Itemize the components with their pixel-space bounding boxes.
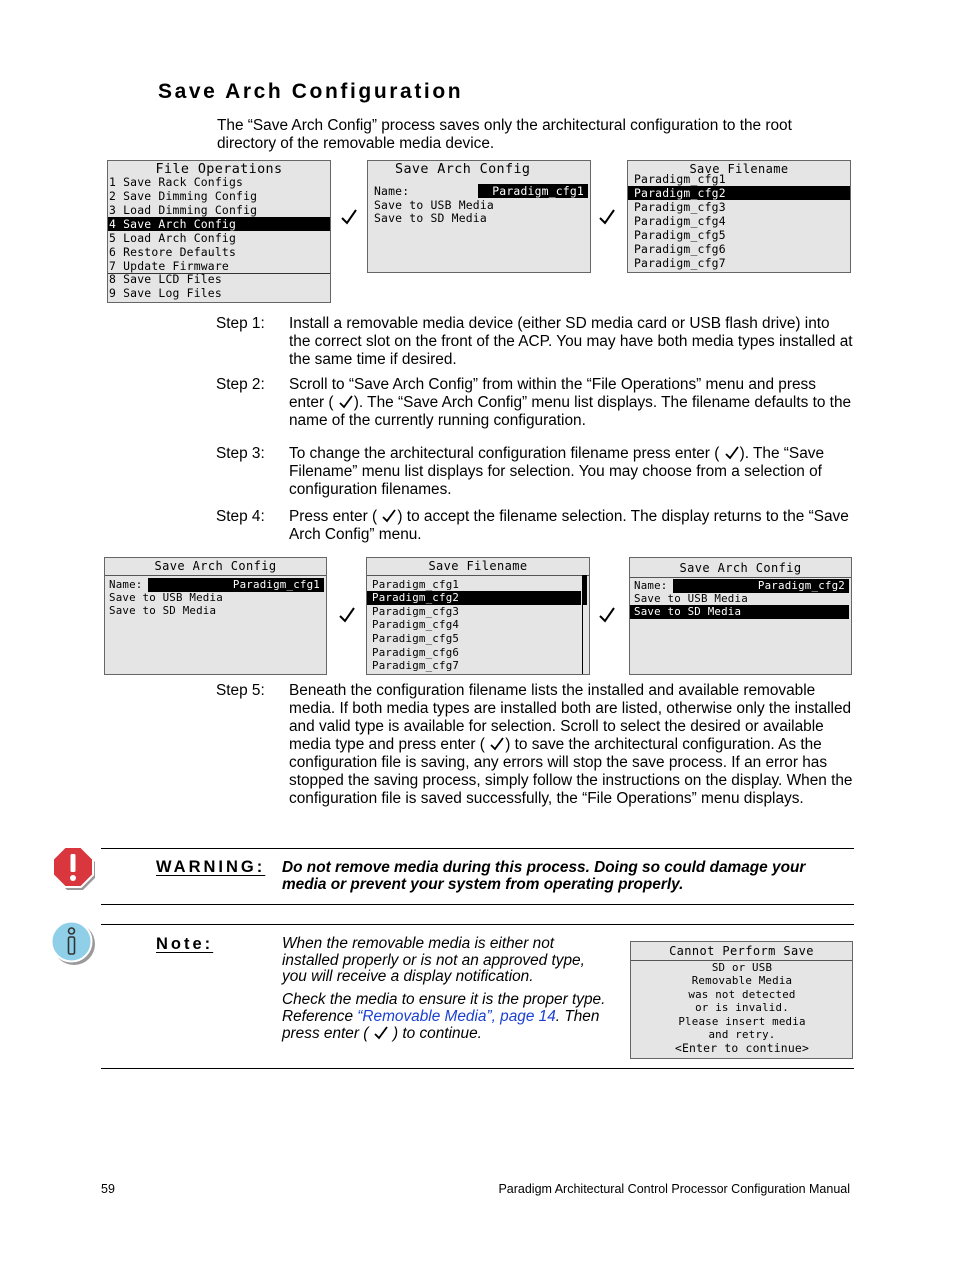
divider <box>101 1068 854 1069</box>
name-value: Paradigm_cfg1 <box>478 184 588 198</box>
enter-check-icon <box>598 606 616 624</box>
message-line: was not detected <box>688 988 796 1001</box>
menu-item: Paradigm_cfg6 <box>634 242 726 256</box>
step-label: Step 5: <box>216 682 265 699</box>
menu-item: Paradigm_cfg1 <box>634 172 726 186</box>
name-label: Name: <box>634 579 668 592</box>
note-info-icon <box>49 918 99 968</box>
lcd-title: File Operations <box>155 162 283 177</box>
menu-item: Save to SD Media <box>374 211 487 225</box>
lcd-title: Cannot Perform Save <box>669 944 814 958</box>
page-number: 59 <box>101 1182 115 1196</box>
menu-item: Paradigm_cfg6 <box>372 646 460 659</box>
menu-item: Paradigm_cfg1 <box>372 578 460 591</box>
note-paragraph: Check the media to ensure it is the proper type. Reference “Removable Media”, page 14. Then press enter ( ) to continue. <box>282 991 606 1042</box>
menu-item-selected: Paradigm_cfg2 <box>628 186 850 200</box>
step-label: Step 3: <box>216 445 265 462</box>
lcd-save-arch-config <box>104 557 327 675</box>
divider <box>105 575 326 576</box>
menu-item: 8 Save LCD Files <box>109 272 222 286</box>
menu-item: Paradigm_cfg5 <box>634 228 726 242</box>
warning-icon <box>49 843 97 893</box>
step-text: Scroll to “Save Arch Config” from within the “File Operations” menu and press enter ( ). The “Save Arch Config” menu list displays. The filename defaults to the name of the currently running configuration. <box>289 376 852 429</box>
name-value: Paradigm_cfg2 <box>673 579 849 593</box>
menu-item: 9 Save Log Files <box>109 286 222 300</box>
menu-item: Save to SD Media <box>109 604 217 617</box>
lcd-title: Save Filename <box>689 162 789 176</box>
lcd-title: Save Arch Config <box>154 559 277 573</box>
name-label: Name: <box>374 184 410 198</box>
section-heading: Save Arch Configuration <box>158 80 464 103</box>
menu-item: 1 Save Rack Configs <box>109 175 244 189</box>
step-label: Step 4: <box>216 508 265 525</box>
lcd-save-filename <box>627 160 851 273</box>
lcd-title: Save Filename <box>428 559 528 573</box>
menu-item: Save to USB Media <box>634 592 748 605</box>
warning-text: Do not remove media during this process. Doing so could damage your media or prevent your system from operating properly. <box>282 859 806 893</box>
menu-item: Save to USB Media <box>374 198 494 212</box>
message-line: Please insert media <box>678 1015 806 1028</box>
message-line: <Enter to continue> <box>674 1041 810 1055</box>
lcd-save-arch-config <box>629 557 852 675</box>
menu-item: Save to USB Media <box>109 591 223 604</box>
intro-paragraph: The “Save Arch Config” process saves only the architectural configuration to the root directory of the removable media device. <box>217 117 792 152</box>
menu-item: 2 Save Dimming Config <box>109 189 258 203</box>
lcd-title: Save Arch Config <box>395 162 531 177</box>
lcd-save-filename <box>366 557 590 675</box>
message-line: or is invalid. <box>695 1001 789 1014</box>
lcd-save-arch-config <box>367 160 591 273</box>
scrollbar-thumb <box>583 575 587 605</box>
menu-item: Paradigm_cfg4 <box>372 618 460 631</box>
lcd-title: Save Arch Config <box>679 561 802 575</box>
divider <box>101 924 854 925</box>
menu-item: Paradigm_cfg3 <box>372 605 460 618</box>
lcd-cannot-perform-save <box>630 941 853 1059</box>
note-label: Note: <box>156 935 214 953</box>
note-paragraph: When the removable media is either not installed properly or is not an approved type, you will receive a display notification. <box>282 935 585 985</box>
enter-check-icon <box>598 208 616 226</box>
menu-item: Paradigm_cfg5 <box>372 632 460 645</box>
lcd-file-operations <box>107 160 331 303</box>
menu-item: 3 Load Dimming Config <box>109 203 258 217</box>
removable-media-link[interactable]: “Removable Media”, page 14 <box>357 1007 556 1025</box>
enter-check-icon <box>381 508 397 524</box>
step-text: Beneath the configuration filename lists the installed and available removable media. If both media types are installed both are listed, otherwise only the installed and valid type is available for selection. Scroll to select the desired or available media type and press enter ( ) to save the architectural configuration. As the configuration file is saving, any errors will stop the save process. If an error has stopped the saving process, simply follow the instructions on the display. When the configuration file is saved successfully, the “File Operations” menu displays. <box>289 682 853 807</box>
enter-check-icon <box>724 445 740 461</box>
enter-check-icon <box>338 394 354 410</box>
step-label: Step 1: <box>216 315 265 332</box>
enter-check-icon <box>373 1025 389 1041</box>
message-line: SD or USB <box>711 961 773 974</box>
name-value: Paradigm_cfg1 <box>148 578 324 592</box>
menu-item: Paradigm_cfg4 <box>634 214 726 228</box>
step-text: To change the architectural configuration filename press enter ( ). The “Save Filename” menu list displays for selection. You may choose from a selection of configuration filenames. <box>289 445 825 498</box>
enter-check-icon <box>340 208 358 226</box>
enter-check-icon <box>489 736 505 752</box>
divider <box>101 904 854 905</box>
message-line: Removable Media <box>691 974 793 987</box>
name-label: Name: <box>109 578 143 591</box>
warning-label: WARNING: <box>156 858 266 876</box>
menu-item-selected: 4 Save Arch Config <box>108 217 330 231</box>
step-label: Step 2: <box>216 376 265 393</box>
menu-item-selected: Paradigm_cfg2 <box>367 591 581 605</box>
menu-item: 5 Load Arch Config <box>109 231 237 245</box>
manual-title: Paradigm Architectural Control Processor Configuration Manual <box>498 1182 850 1196</box>
menu-item-selected: Save to SD Media <box>630 605 849 619</box>
step-text: Press enter ( ) to accept the filename selection. The display returns to the “Save Arch Config” menu. <box>289 508 849 543</box>
menu-item: 7 Update Firmware <box>109 259 229 273</box>
enter-check-icon <box>338 606 356 624</box>
message-line: and retry. <box>708 1028 776 1041</box>
menu-item: 6 Restore Defaults <box>109 245 237 259</box>
menu-item: Paradigm_cfg7 <box>372 659 460 672</box>
divider <box>630 577 851 578</box>
menu-item: Paradigm_cfg7 <box>634 256 726 270</box>
divider <box>367 575 589 576</box>
menu-item: Paradigm_cfg3 <box>634 200 726 214</box>
step-text: Install a removable media device (either SD media card or USB flash drive) into the correct slot on the front of the ACP. You may have both media types installed at the same time if desired. <box>289 315 853 368</box>
divider <box>101 848 854 849</box>
